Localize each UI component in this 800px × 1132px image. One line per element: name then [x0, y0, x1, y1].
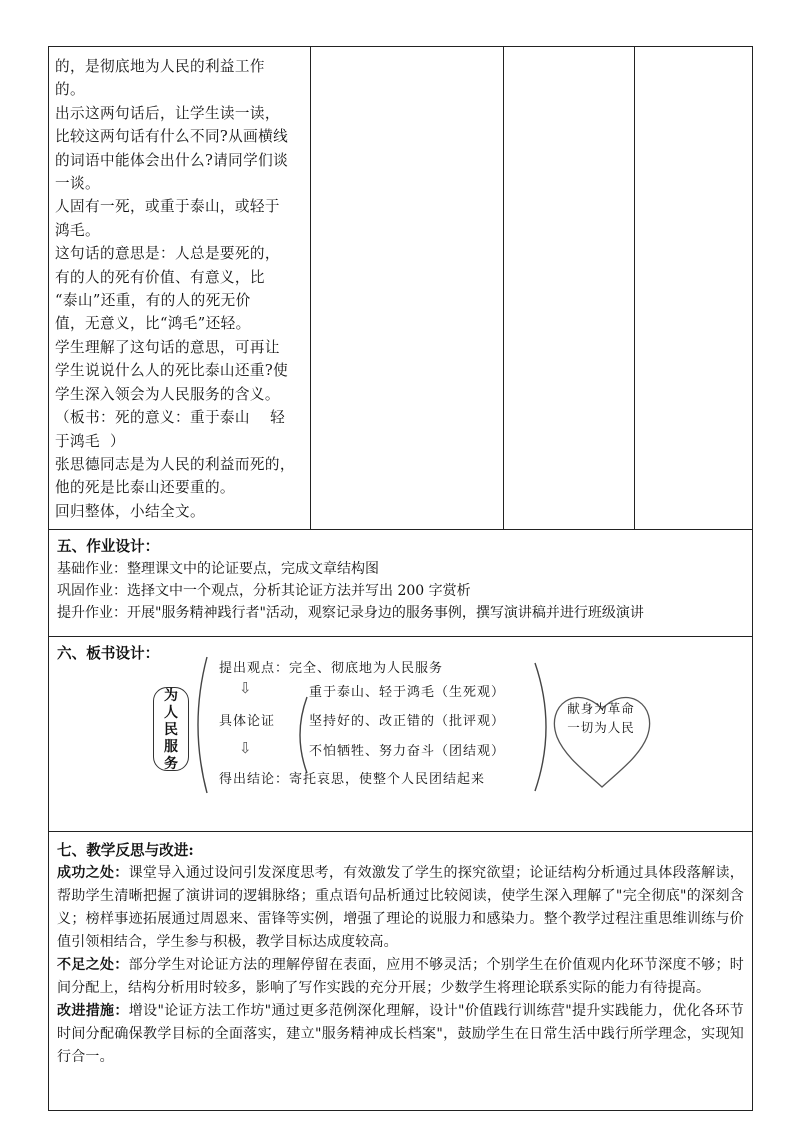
content-line: 有的人的死有价值、有意义，比 — [55, 268, 265, 286]
content-line: 学生理解了这句话的意思，可再让 — [55, 338, 280, 356]
weakness-label: 不足之处： — [57, 957, 129, 974]
improve-label: 改进措施： — [57, 1003, 129, 1020]
board-design-title: 六、板书设计： — [57, 645, 160, 663]
heart-line: 一切为人民 — [567, 720, 635, 736]
board-design-row — [49, 637, 753, 832]
inner-left-bracket — [300, 697, 307, 773]
content-line: 的，是彻底地为人民的利益工作 — [55, 58, 265, 75]
weakness-text: 部分学生对论证方法的理解停留在表面，应用不够灵活；个别学生在价值观内化环节深度不够；时间分配上，结构分析用时较多，影响了写作实践的充分开展；少数学生将理论联系实际的能力有待提高。 — [57, 957, 744, 997]
reflection-improve — [57, 1000, 744, 1069]
board-diagram — [57, 661, 744, 827]
heart-line: 献身为革命 — [567, 701, 635, 717]
content-line: 张思德同志是为人民的利益而死的， — [55, 455, 295, 473]
content-line: 这句话的意思是：人总是要死的， — [55, 245, 280, 263]
homework-consolidate: 巩固作业：选择文中一个观点，分析其论证方法并写出 200 字赏析 — [57, 583, 471, 600]
content-line: “泰山”还重，有的人的死无价 — [55, 292, 251, 310]
teaching-content-cell — [49, 47, 311, 530]
homework-advanced: 提升作业：开展"服务精神践行者"活动，观察记录身边的服务事例，撰写演讲稿并进行班级演讲 — [57, 605, 644, 622]
content-line: 人固有一死，或重于泰山，或轻于 — [55, 198, 280, 216]
blank-cell-2 — [311, 47, 503, 530]
theme-char: 为 — [164, 688, 178, 705]
theme-char: 民 — [164, 722, 178, 739]
homework-row — [49, 530, 753, 637]
homework-section — [49, 530, 753, 637]
board-argument-3: 不怕牺牲、努力奋斗（团结观） — [309, 744, 506, 760]
board-point: 提出观点：完全、彻底地为人民服务 — [219, 661, 444, 677]
blank-cell-4 — [634, 47, 752, 530]
content-line: 一谈。 — [55, 175, 100, 193]
reflection-row — [49, 832, 753, 1111]
content-line: 学生深入领会为人民服务的含义。 — [55, 385, 280, 403]
content-line: 的。 — [55, 81, 85, 99]
content-line: 学生说说什么人的死比泰山还重?使 — [55, 362, 289, 380]
down-arrow-icon: ⇩ — [239, 739, 252, 758]
lesson-plan-page — [48, 46, 753, 1111]
left-bracket — [198, 657, 207, 793]
lesson-plan-table — [48, 46, 753, 1111]
board-argument-1: 重于泰山、轻于鸿毛（生死观） — [309, 685, 506, 701]
homework-title: 五、作业设计： — [57, 538, 160, 556]
reflection-section — [49, 832, 753, 1111]
content-line: 他的死是比泰山还要重的。 — [55, 479, 235, 497]
homework-basic: 基础作业：整理课文中的论证要点，完成文章结构图 — [57, 561, 379, 578]
improve-text: 增设"论证方法工作坊"通过更多范例深化理解，设计"价值践行训练营"提升实践能力，优化各环节时间分配确保教学目标的全面落实，建立"服务精神成长档案"，鼓励学生在日常生活中践行所学理念，实现知行合一。 — [57, 1003, 745, 1066]
board-argument-label: 具体论证 — [219, 714, 276, 730]
theme-char: 务 — [164, 756, 178, 773]
board-argument-2: 坚持好的、改正错的（批评观） — [309, 714, 506, 730]
reflection-success — [57, 862, 744, 954]
content-line: 出示这两句话后，让学生读一读， — [55, 104, 280, 122]
content-line: 的词语中能体会出什么?请同学们谈 — [55, 151, 289, 169]
success-label: 成功之处： — [57, 865, 129, 882]
teaching-content-text — [55, 55, 304, 523]
content-line: 比较这两句话有什么不同?从画横线 — [55, 128, 289, 146]
blank-cell-3 — [503, 47, 634, 530]
content-line: 于鸿毛 ） — [55, 432, 126, 450]
content-line: 回归整体，小结全文。 — [55, 502, 205, 520]
teaching-process-row — [49, 47, 753, 530]
down-arrow-icon: ⇩ — [239, 679, 252, 698]
theme-title-box — [153, 687, 189, 771]
reflection-weakness — [57, 954, 744, 1000]
board-design-section — [49, 637, 753, 832]
success-text: 课堂导入通过设问引发深度思考，有效激发了学生的探究欲望；论证结构分析通过具体段落解读，帮助学生清晰把握了演讲词的逻辑脉络；重点语句品析通过比较阅读，使学生深入理解了"完全彻底"的深刻含义；榜样事迹拓展通过周恩来、雷锋等实例，增强了理论的说服力和感染力。整个教学过程注重思维训练与价值引领相结合，学生参与积极，教学目标达成度较高。 — [57, 865, 744, 951]
content-line: 鸿毛。 — [55, 221, 100, 239]
content-line: 值，无意义，比“鸿毛”还轻。 — [55, 315, 251, 333]
content-line: （板书：死的意义：重于泰山 轻 — [55, 409, 286, 427]
theme-char: 服 — [164, 739, 178, 756]
theme-char: 人 — [164, 705, 178, 722]
heart-text — [553, 699, 649, 737]
reflection-title: 七、教学反思与改进: — [57, 842, 194, 860]
right-bracket — [535, 663, 546, 791]
board-conclusion: 得出结论：寄托哀思，使整个人民团结起来 — [219, 772, 486, 788]
